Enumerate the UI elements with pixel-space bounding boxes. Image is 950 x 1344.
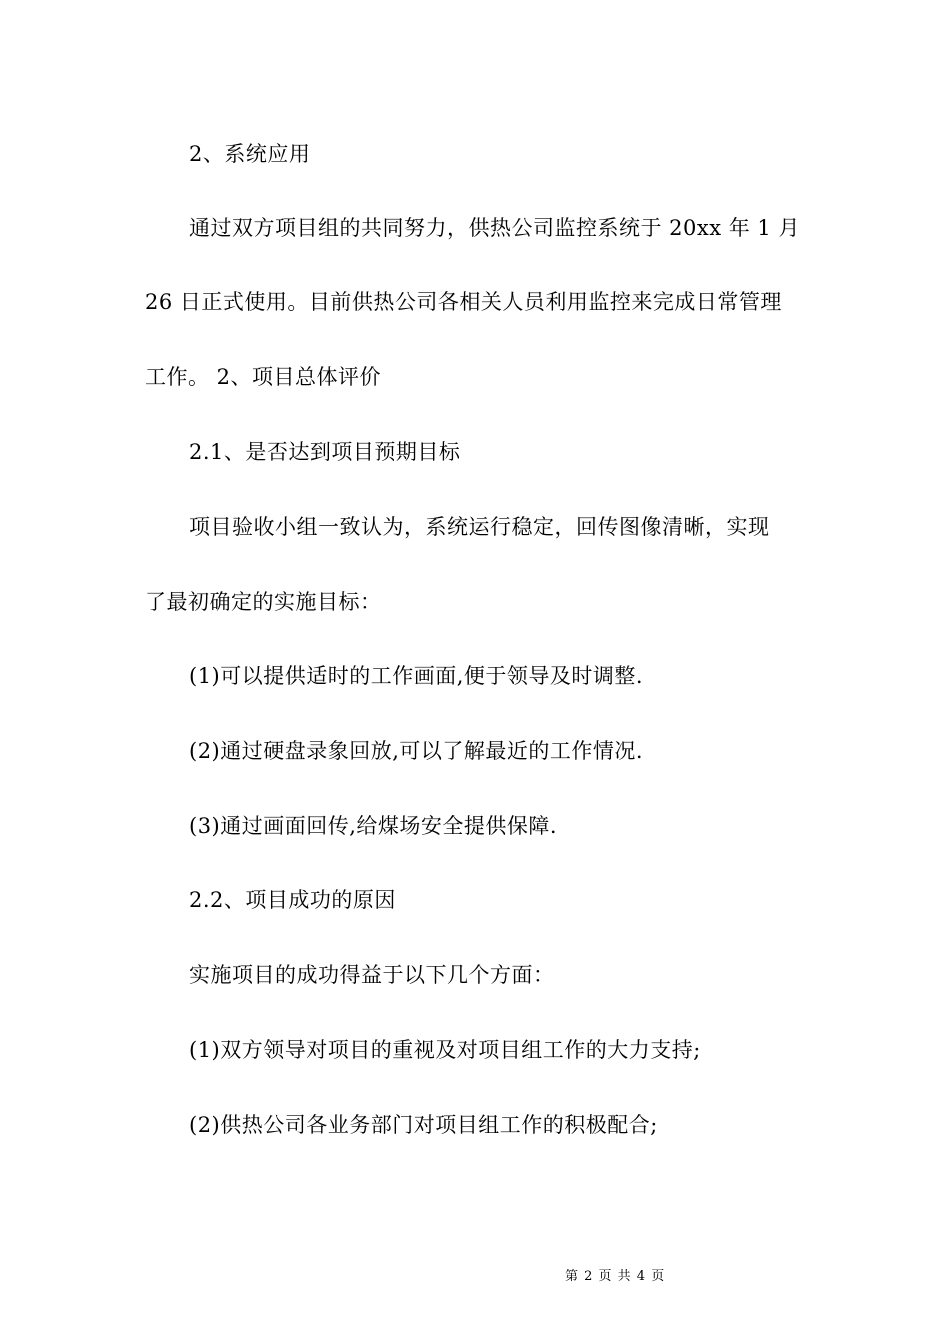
list-item: (1)双方领导对项目的重视及对项目组工作的大力支持; <box>189 1038 701 1062</box>
paragraph-line: 实施项目的成功得益于以下几个方面： <box>189 963 555 987</box>
section-heading-system-application: 2、系统应用 <box>189 142 311 166</box>
paragraph-line: 了最初确定的实施目标： <box>145 590 382 614</box>
list-item: (1)可以提供适时的工作画面,便于领导及时调整. <box>189 664 644 688</box>
list-item: (3)通过画面回传,给煤场安全提供保障. <box>189 814 558 838</box>
paragraph-line: 26 日正式使用。目前供热公司各相关人员利用监控来完成日常管理 <box>145 290 782 314</box>
subsection-heading-goals: 2.1、是否达到项目预期目标 <box>189 440 461 464</box>
list-item: (2)供热公司各业务部门对项目组工作的积极配合; <box>189 1113 658 1137</box>
page-number-footer: 第 2 页 共 4 页 <box>565 1269 666 1284</box>
list-item: (2)通过硬盘录象回放,可以了解最近的工作情况. <box>189 739 644 763</box>
paragraph-line: 通过双方项目组的共同努力，供热公司监控系统于 20xx 年 1 月 <box>189 216 800 240</box>
subsection-heading-success-reasons: 2.2、项目成功的原因 <box>189 888 396 912</box>
paragraph-line: 工作。 2、项目总体评价 <box>145 365 382 389</box>
paragraph-line: 项目验收小组一致认为，系统运行稳定，回传图像清晰，实现 <box>189 515 770 539</box>
